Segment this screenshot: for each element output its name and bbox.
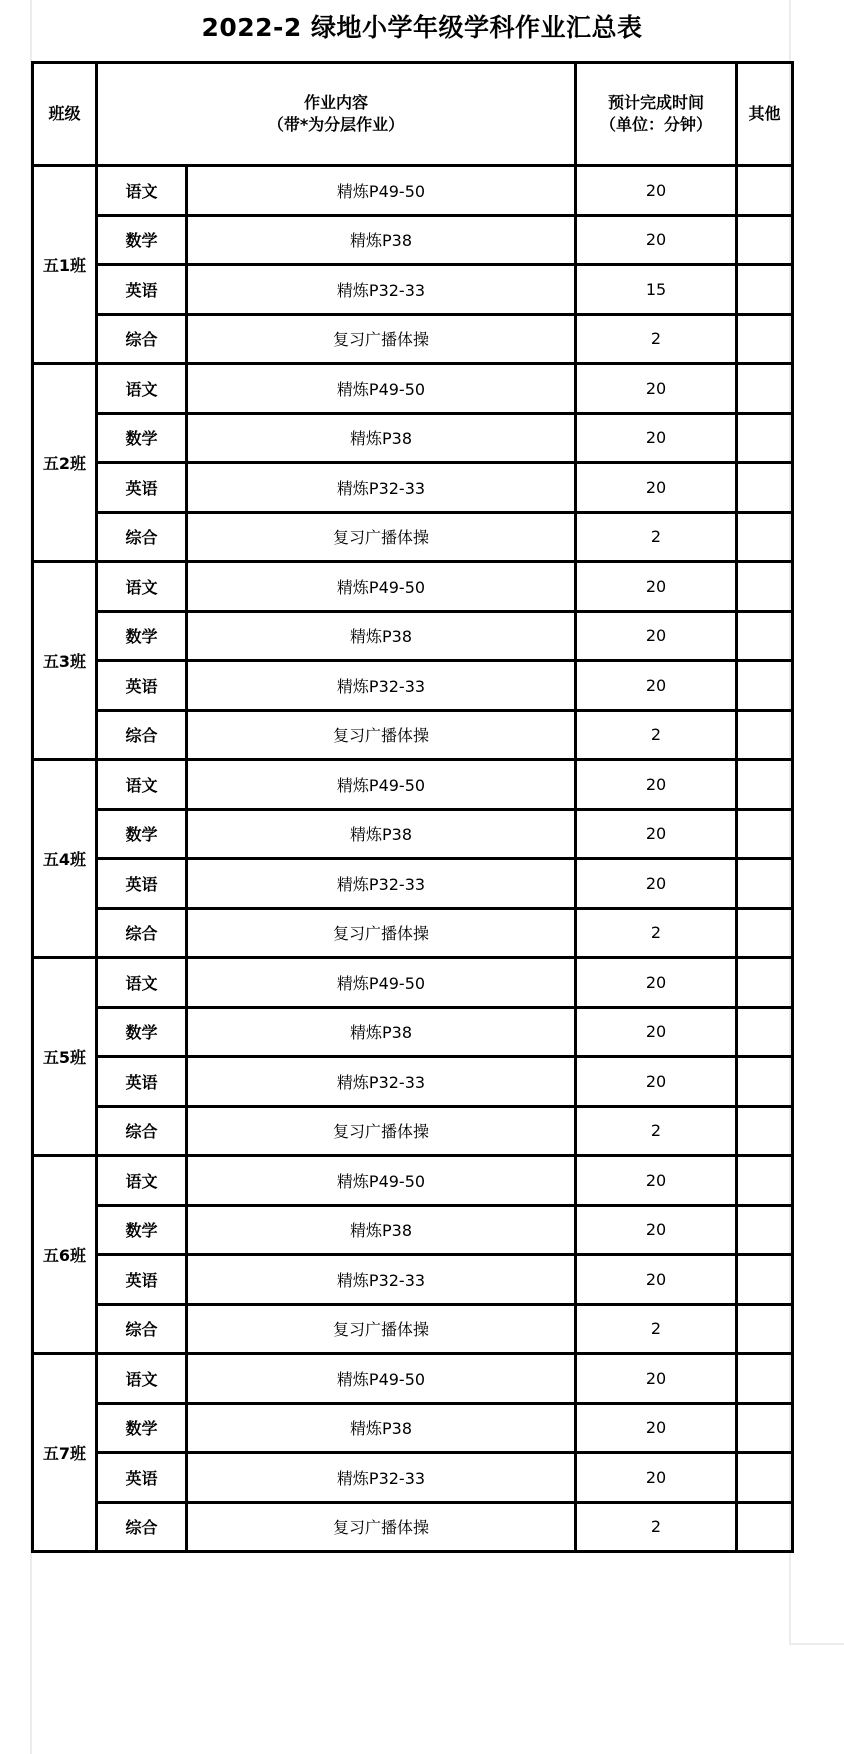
content-cell: 精炼P38 [187, 611, 576, 661]
other-cell [737, 215, 793, 265]
other-cell [737, 314, 793, 364]
other-cell [737, 958, 793, 1008]
other-cell [737, 611, 793, 661]
other-cell [737, 1205, 793, 1255]
time-cell: 20 [576, 166, 737, 216]
time-cell: 20 [576, 859, 737, 909]
content-cell: 复习广播体操 [187, 1304, 576, 1354]
header-other: 其他 [737, 63, 793, 166]
time-cell: 2 [576, 1106, 737, 1156]
time-cell: 20 [576, 364, 737, 414]
subject-cell: 综合 [97, 314, 187, 364]
content-cell: 精炼P49-50 [187, 166, 576, 216]
subject-cell: 综合 [97, 512, 187, 562]
content-cell: 精炼P38 [187, 1205, 576, 1255]
other-cell [737, 512, 793, 562]
other-cell [737, 1007, 793, 1057]
header-row [33, 63, 793, 166]
subject-cell: 综合 [97, 908, 187, 958]
subject-cell: 数学 [97, 1403, 187, 1453]
subject-cell: 英语 [97, 1453, 187, 1503]
time-cell: 20 [576, 611, 737, 661]
subject-cell: 英语 [97, 1057, 187, 1107]
time-cell: 20 [576, 661, 737, 711]
time-cell: 20 [576, 1007, 737, 1057]
table-row [33, 265, 793, 315]
table-row [33, 1502, 793, 1552]
subject-cell: 综合 [97, 1502, 187, 1552]
subject-cell: 英语 [97, 463, 187, 513]
content-cell: 精炼P49-50 [187, 958, 576, 1008]
table-row [33, 1403, 793, 1453]
time-cell: 20 [576, 1453, 737, 1503]
table-row [33, 1304, 793, 1354]
time-cell: 20 [576, 760, 737, 810]
content-cell: 复习广播体操 [187, 710, 576, 760]
table-row [33, 1453, 793, 1503]
time-cell: 15 [576, 265, 737, 315]
table-row [33, 661, 793, 711]
header-class: 班级 [33, 63, 97, 166]
table-row [33, 166, 793, 216]
time-cell: 20 [576, 562, 737, 612]
class-cell: 五4班 [33, 760, 97, 958]
subject-cell: 语文 [97, 1156, 187, 1206]
table-row [33, 859, 793, 909]
subject-cell: 英语 [97, 859, 187, 909]
other-cell [737, 760, 793, 810]
table-row [33, 760, 793, 810]
table-row [33, 908, 793, 958]
other-cell [737, 1156, 793, 1206]
time-cell: 2 [576, 1304, 737, 1354]
content-cell: 精炼P38 [187, 215, 576, 265]
subject-cell: 数学 [97, 215, 187, 265]
content-cell: 精炼P32-33 [187, 661, 576, 711]
content-cell: 精炼P49-50 [187, 562, 576, 612]
subject-cell: 英语 [97, 265, 187, 315]
time-cell: 20 [576, 215, 737, 265]
table-row [33, 314, 793, 364]
content-cell: 复习广播体操 [187, 908, 576, 958]
subject-cell: 综合 [97, 1304, 187, 1354]
other-cell [737, 1453, 793, 1503]
content-cell: 复习广播体操 [187, 1106, 576, 1156]
content-cell: 精炼P38 [187, 809, 576, 859]
other-cell [737, 908, 793, 958]
content-cell: 精炼P49-50 [187, 760, 576, 810]
content-cell: 精炼P32-33 [187, 1453, 576, 1503]
table-row [33, 809, 793, 859]
other-cell [737, 265, 793, 315]
table-row [33, 1106, 793, 1156]
other-cell [737, 463, 793, 513]
table-row [33, 1156, 793, 1206]
table-row [33, 512, 793, 562]
table-row [33, 611, 793, 661]
homework-table [31, 61, 794, 1553]
other-cell [737, 562, 793, 612]
header-content [97, 63, 576, 166]
content-cell: 精炼P32-33 [187, 859, 576, 909]
other-cell [737, 1304, 793, 1354]
subject-cell: 语文 [97, 760, 187, 810]
other-cell [737, 364, 793, 414]
subject-cell: 语文 [97, 1354, 187, 1404]
time-cell: 2 [576, 314, 737, 364]
content-cell: 精炼P38 [187, 413, 576, 463]
subject-cell: 英语 [97, 1255, 187, 1305]
subject-cell: 语文 [97, 562, 187, 612]
time-cell: 20 [576, 958, 737, 1008]
content-cell: 复习广播体操 [187, 314, 576, 364]
subject-cell: 英语 [97, 661, 187, 711]
table-row [33, 1007, 793, 1057]
time-cell: 20 [576, 1057, 737, 1107]
other-cell [737, 710, 793, 760]
other-cell [737, 1403, 793, 1453]
content-cell: 复习广播体操 [187, 512, 576, 562]
class-cell: 五2班 [33, 364, 97, 562]
content-cell: 精炼P38 [187, 1007, 576, 1057]
table-row [33, 1057, 793, 1107]
header-content-line1: 作业内容 [303, 93, 368, 112]
time-cell: 20 [576, 1156, 737, 1206]
other-cell [737, 859, 793, 909]
subject-cell: 语文 [97, 166, 187, 216]
class-cell: 五3班 [33, 562, 97, 760]
table-row [33, 215, 793, 265]
time-cell: 20 [576, 809, 737, 859]
header-time-line2: （单位：分钟） [599, 115, 712, 134]
document-title: 2022-2 绿地小学年级学科作业汇总表 [201, 13, 643, 42]
header-time-line1: 预计完成时间 [607, 93, 704, 112]
other-cell [737, 1502, 793, 1552]
content-cell: 精炼P32-33 [187, 1057, 576, 1107]
content-cell: 精炼P49-50 [187, 364, 576, 414]
table-row [33, 1255, 793, 1305]
time-cell: 20 [576, 1403, 737, 1453]
time-cell: 2 [576, 908, 737, 958]
other-cell [737, 166, 793, 216]
time-cell: 2 [576, 1502, 737, 1552]
time-cell: 2 [576, 512, 737, 562]
table-row [33, 413, 793, 463]
subject-cell: 数学 [97, 413, 187, 463]
other-cell [737, 413, 793, 463]
content-cell: 精炼P38 [187, 1403, 576, 1453]
table-row [33, 463, 793, 513]
time-cell: 2 [576, 710, 737, 760]
other-cell [737, 1106, 793, 1156]
time-cell: 20 [576, 1205, 737, 1255]
subject-cell: 数学 [97, 1205, 187, 1255]
content-cell: 精炼P32-33 [187, 265, 576, 315]
table-row [33, 1205, 793, 1255]
other-cell [737, 1057, 793, 1107]
header-time [576, 63, 737, 166]
page-border-bottom [790, 1643, 844, 1645]
content-cell: 精炼P49-50 [187, 1156, 576, 1206]
other-cell [737, 809, 793, 859]
subject-cell: 数学 [97, 611, 187, 661]
subject-cell: 数学 [97, 1007, 187, 1057]
table-row [33, 364, 793, 414]
time-cell: 20 [576, 463, 737, 513]
subject-cell: 语文 [97, 364, 187, 414]
table-row [33, 958, 793, 1008]
table-row [33, 710, 793, 760]
class-cell: 五6班 [33, 1156, 97, 1354]
table-row [33, 562, 793, 612]
subject-cell: 数学 [97, 809, 187, 859]
class-cell: 五1班 [33, 166, 97, 364]
other-cell [737, 1354, 793, 1404]
time-cell: 20 [576, 1354, 737, 1404]
content-cell: 精炼P32-33 [187, 463, 576, 513]
subject-cell: 综合 [97, 1106, 187, 1156]
other-cell [737, 661, 793, 711]
subject-cell: 语文 [97, 958, 187, 1008]
content-cell: 复习广播体操 [187, 1502, 576, 1552]
table-row [33, 1354, 793, 1404]
time-cell: 20 [576, 1255, 737, 1305]
class-cell: 五7班 [33, 1354, 97, 1552]
content-cell: 精炼P32-33 [187, 1255, 576, 1305]
header-content-line2: （带*为分层作业） [267, 115, 405, 134]
time-cell: 20 [576, 413, 737, 463]
class-cell: 五5班 [33, 958, 97, 1156]
other-cell [737, 1255, 793, 1305]
subject-cell: 综合 [97, 710, 187, 760]
content-cell: 精炼P49-50 [187, 1354, 576, 1404]
